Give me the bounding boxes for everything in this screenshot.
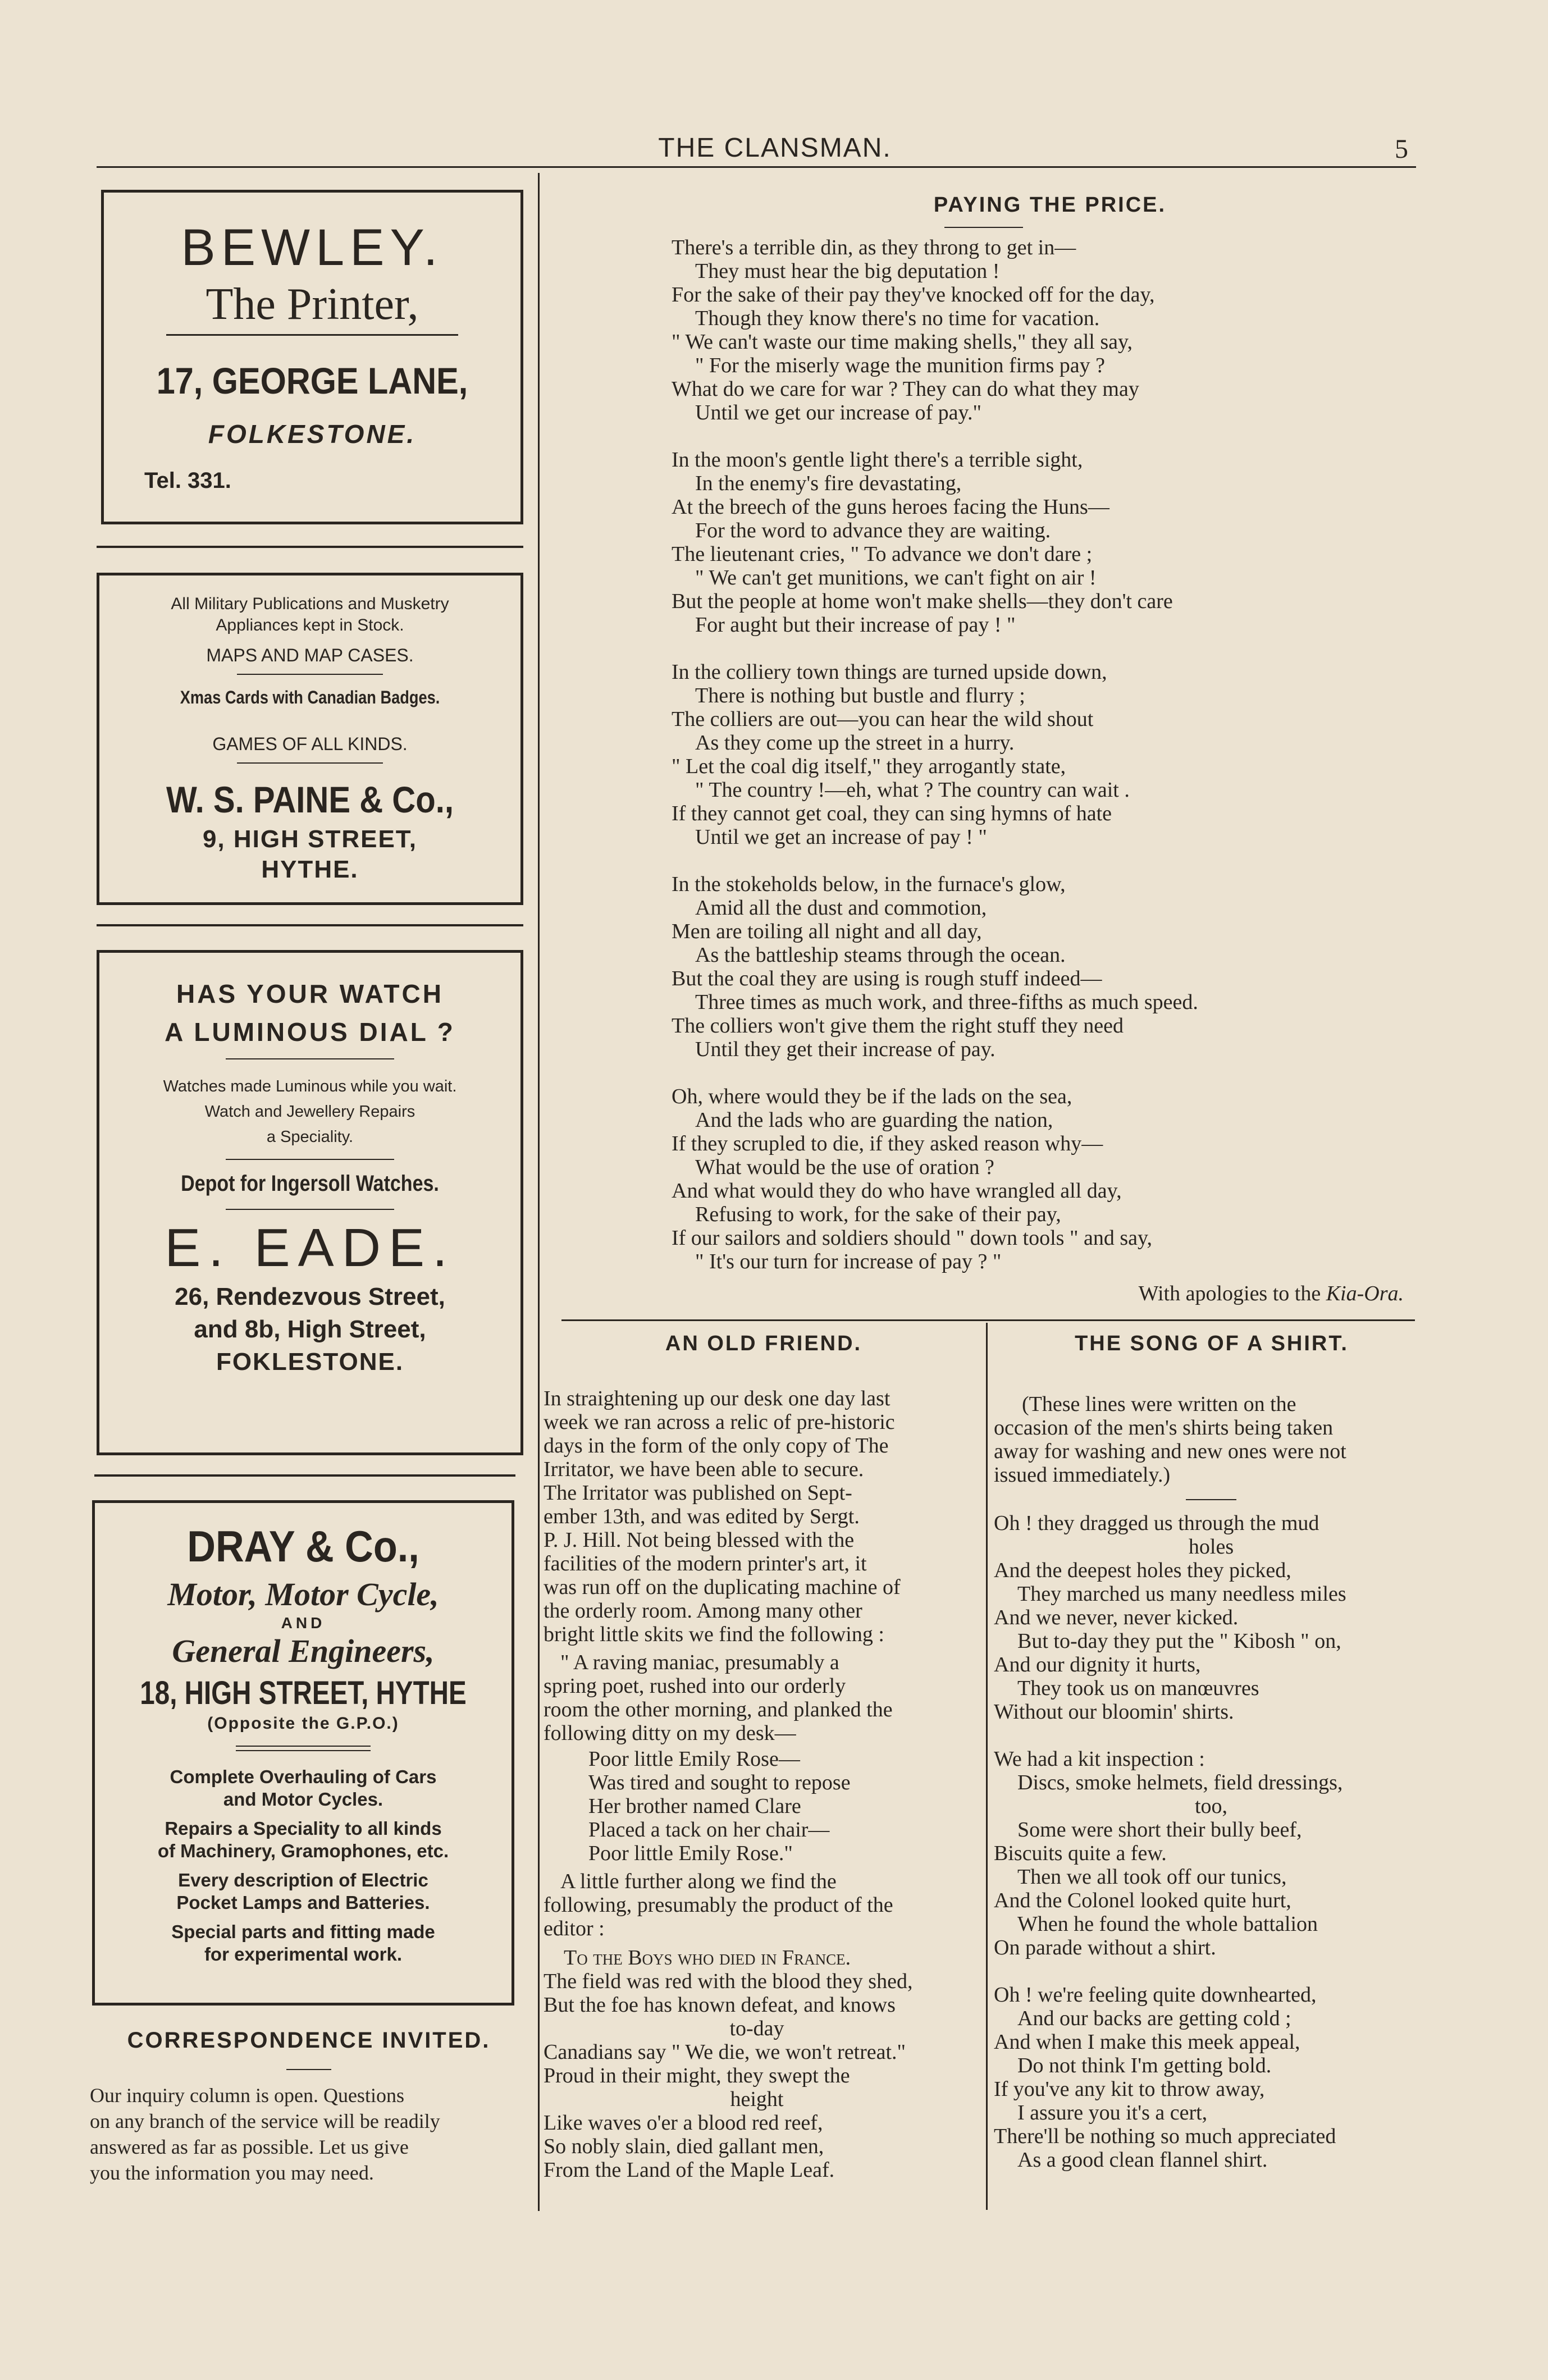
poem-line: Then we all took off our tunics, — [1017, 1865, 1287, 1889]
poem-line: " We can't waste our time making shells," they all say, — [672, 330, 1133, 354]
dray-service-1a: Complete Overhauling of Cars — [170, 1766, 437, 1787]
dray-double-rule-2 — [236, 1750, 371, 1751]
ditty — [544, 1747, 970, 1865]
poem-line: " It's our turn for increase of pay ? " — [695, 1250, 1002, 1273]
dray-service-1b: and Motor Cycles. — [223, 1789, 383, 1810]
dray-opposite: (Opposite the G.P.O.) — [207, 1714, 399, 1733]
correspondence-line: Our inquiry column is open. Questions — [90, 2084, 404, 2107]
correspondence-line: on any branch of the service will be readily — [90, 2110, 440, 2132]
article-line: spring poet, rushed into our orderly — [544, 1674, 846, 1698]
poem-line: The lieutenant cries, " To advance we don't dare ; — [672, 542, 1093, 566]
paying-stanza — [672, 872, 1503, 1061]
poem-line: Like waves o'er a blood red reef, — [544, 2111, 823, 2135]
poem-line: And the Colonel looked quite hurt, — [994, 1889, 1291, 1912]
bewley-town: FOLKESTONE. — [208, 419, 417, 449]
dray-line3: General Engineers, — [172, 1633, 435, 1669]
paying-credit-title: Kia-Ora. — [1326, 1282, 1404, 1305]
intro-line: (These lines were written on the — [1022, 1392, 1296, 1416]
poem-line: And our backs are getting cold ; — [1017, 2007, 1291, 2030]
shirt-heading: THE SONG OF A SHIRT. — [1075, 1332, 1349, 1355]
ad-bewley — [101, 190, 523, 524]
poem-line: But to-day they put the " Kibosh " on, — [1017, 1629, 1341, 1653]
correspondence-rule — [286, 2069, 331, 2070]
paying-heading: PAYING THE PRICE. — [933, 193, 1167, 217]
poem-line: As a good clean flannel shirt. — [1017, 2148, 1268, 2172]
poem-line: There is nothing but bustle and flurry ; — [695, 684, 1025, 707]
poem-line: Though they know there's no time for vacation. — [695, 307, 1100, 330]
paying-credit-prefix: With apologies to the — [1138, 1282, 1326, 1305]
article-line: The Irritator was published on Sept- — [544, 1481, 852, 1505]
article-line: following, presumably the product of the — [544, 1893, 893, 1917]
poem-line: Refusing to work, for the sake of their pay, — [695, 1203, 1061, 1226]
poem-line: And the lads who are guarding the nation, — [695, 1108, 1053, 1132]
eade-question-2: A LUMINOUS DIAL ? — [165, 1017, 455, 1047]
paying-heading-rule — [944, 227, 1023, 228]
tribute-poem — [544, 1970, 970, 2182]
paine-line3: MAPS AND MAP CASES. — [206, 645, 414, 665]
poem-line: too, — [1194, 1794, 1228, 1818]
article-line: A little further along we find the — [560, 1870, 837, 1893]
article-line: week we ran across a relic of pre-historic — [544, 1410, 895, 1434]
poem-line: The field was red with the blood they shed, — [544, 1970, 913, 1993]
poem-subhead: To the Boys who died in France. — [564, 1946, 851, 1970]
shirt-intro — [994, 1392, 1428, 1487]
poem-line: But the coal they are using is rough stuff indeed— — [672, 967, 1102, 990]
paying-stanza — [672, 1085, 1503, 1273]
eade-name: E. EADE. — [165, 1218, 455, 1278]
eade-line1: Watches made Luminous while you wait. — [163, 1077, 457, 1095]
paine-line2: Appliances kept in Stock. — [216, 616, 404, 634]
poem-line: And our dignity it hurts, — [994, 1653, 1201, 1676]
poem-line: In the enemy's fire devastating, — [695, 472, 962, 495]
poem-line: They took us on manœuvres — [1017, 1676, 1259, 1700]
page-number: 5 — [1395, 134, 1408, 164]
article-line: the orderly room. Among many other — [544, 1599, 862, 1623]
ditty-line: Poor little Emily Rose." — [588, 1842, 793, 1865]
eade-address-2: and 8b, High Street, — [194, 1315, 426, 1343]
old-friend-body — [544, 1387, 970, 2182]
poem-line: Some were short their bully beef, — [1017, 1818, 1302, 1842]
poem-line: The colliers are out—you can hear the wild shout — [672, 707, 1094, 731]
poem-line: Oh ! we're feeling quite downhearted, — [994, 1983, 1317, 2007]
poem-line: And the deepest holes they picked, — [994, 1559, 1291, 1582]
poem-line: But the people at home won't make shells—they don't care — [672, 590, 1173, 613]
poem-line: I assure you it's a cert, — [1017, 2101, 1208, 2125]
poem-line: holes — [1188, 1535, 1234, 1559]
eade-rule-1 — [226, 1058, 394, 1059]
poem-line: Do not think I'm getting bold. — [1017, 2054, 1272, 2077]
section-rule — [561, 1319, 1415, 1321]
shirt-stanza — [994, 1511, 1428, 1724]
poem-line: Until they get their increase of pay. — [695, 1038, 996, 1061]
ad-paine — [97, 573, 523, 905]
article-line: room the other morning, and planked the — [544, 1698, 893, 1721]
article-paragraph — [544, 1651, 970, 1745]
dray-service-3b: Pocket Lamps and Batteries. — [176, 1892, 430, 1913]
ditty-line: Was tired and sought to repose — [588, 1771, 851, 1794]
poem-line: Until we get an increase of pay ! " — [695, 825, 987, 849]
shirt-body — [994, 1392, 1428, 2172]
shirt-stanza — [994, 1747, 1428, 1959]
paine-line5: GAMES OF ALL KINDS. — [212, 734, 408, 754]
poem-line: Biscuits quite a few. — [994, 1842, 1167, 1865]
intro-line: occasion of the men's shirts being taken — [994, 1416, 1334, 1440]
poem-line: On parade without a shirt. — [994, 1936, 1216, 1959]
dray-service-4b: for experimental work. — [204, 1944, 403, 1965]
poem-line: For the word to advance they are waiting. — [695, 519, 1051, 542]
paine-line4: Xmas Cards with Canadian Badges. — [180, 687, 440, 707]
eade-rule-3 — [226, 1209, 394, 1210]
bewley-name: BEWLEY. — [181, 219, 444, 276]
header-rule — [97, 166, 1416, 168]
correspondence-section — [90, 2028, 528, 2186]
poem-line: They marched us many needless miles — [1017, 1582, 1346, 1606]
paying-stanza — [672, 236, 1503, 424]
running-head — [0, 133, 1548, 166]
poem-line: And what would they do who have wrangled all day, — [672, 1179, 1122, 1203]
article-line: Irritator, we have been able to secure. — [544, 1458, 864, 1481]
article-paragraph — [544, 1870, 970, 1940]
dray-double-rule — [236, 1746, 371, 1747]
bewley-address: 17, GEORGE LANE, — [156, 360, 468, 401]
dray-line1: Motor, Motor Cycle, — [167, 1576, 439, 1612]
poem-line: to-day — [729, 2017, 784, 2040]
article-line: was run off on the duplicating machine of — [544, 1575, 901, 1599]
article-line: editor : — [544, 1917, 605, 1940]
poem-line: There's a terrible din, as they throng to get in— — [672, 236, 1076, 259]
article-line: ember 13th, and was edited by Sergt. — [544, 1505, 860, 1528]
article-line: " A raving maniac, presumably a — [560, 1651, 839, 1674]
poem-line: So nobly slain, died gallant men, — [544, 2135, 824, 2158]
poem-line: Canadians say " We die, we won't retreat." — [544, 2040, 906, 2064]
correspondence-line: answered as far as possible. Let us give — [90, 2136, 409, 2158]
poem-line: What do we care for war ? They can do what they may — [672, 377, 1139, 401]
poem-line: Three times as much work, and three-fifths as much speed. — [695, 990, 1198, 1014]
eade-line2: Watch and Jewellery Repairs — [204, 1103, 415, 1121]
ad-separator — [94, 1474, 515, 1477]
dray-line2: AND — [281, 1614, 326, 1632]
dray-service-3a: Every description of Electric — [178, 1870, 428, 1890]
poem-line: At the breech of the guns heroes facing the Huns— — [672, 495, 1109, 519]
paine-rule-1 — [237, 674, 383, 675]
poem-line: " We can't get munitions, we can't fight on air ! — [695, 566, 1097, 590]
paying-stanza — [672, 660, 1503, 849]
eade-address-3: FOKLESTONE. — [216, 1348, 404, 1376]
column-divider — [538, 173, 540, 2211]
poem-line: Until we get our increase of pay." — [695, 401, 982, 424]
eade-rule-2 — [226, 1159, 394, 1160]
poem-line: But the foe has known defeat, and knows — [544, 1993, 896, 2017]
paine-line1: All Military Publications and Musketry — [171, 595, 449, 613]
poem-line: In the moon's gentle light there's a terrible sight, — [672, 448, 1083, 472]
old-friend-heading: AN OLD FRIEND. — [665, 1332, 862, 1355]
bewley-tel: Tel. 331. — [144, 468, 231, 493]
lower-column-divider — [986, 1323, 988, 2210]
paying-poem — [672, 236, 1503, 1273]
paine-name: W. S. PAINE & Co., — [166, 779, 454, 820]
shirt-stanza — [994, 1983, 1428, 2172]
poem-line: If they scrupled to die, if they asked reason why— — [672, 1132, 1103, 1155]
poem-line: They must hear the big deputation ! — [695, 259, 1000, 283]
ad-eade — [97, 950, 523, 1455]
poem-line: For the sake of their pay they've knocked off for the day, — [672, 283, 1155, 307]
poem-line: In the stokeholds below, in the furnace's glow, — [672, 872, 1066, 896]
poem-line: In the colliery town things are turned upside down, — [672, 660, 1107, 684]
shirt-rule — [1186, 1499, 1236, 1500]
poem-line: For aught but their increase of pay ! " — [695, 613, 1016, 637]
correspondence-line: you the information you may need. — [90, 2162, 374, 2184]
poem-line: There'll be nothing so much appreciated — [994, 2125, 1336, 2148]
poem-line: If they cannot get coal, they can sing hymns of hate — [672, 802, 1112, 825]
paine-rule-2 — [237, 762, 383, 764]
correspondence-heading: CORRESPONDENCE INVITED. — [127, 2028, 491, 2053]
poem-line: Without our bloomin' shirts. — [994, 1700, 1234, 1724]
article-line: days in the form of the only copy of The — [544, 1434, 889, 1458]
eade-address-1: 26, Rendezvous Street, — [175, 1283, 445, 1310]
article-line: facilities of the modern printer's art, it — [544, 1552, 867, 1575]
poem-line: As they come up the street in a hurry. — [695, 731, 1015, 755]
article-line: following ditty on my desk— — [544, 1721, 796, 1745]
poem-line: The colliers won't give them the right stuff they need — [672, 1014, 1124, 1038]
ditty-line: Placed a tack on her chair— — [588, 1818, 830, 1842]
poem-line: What would be the use of oration ? — [695, 1155, 994, 1179]
ad-separator — [97, 924, 523, 926]
poem-line: And when I make this meek appeal, — [994, 2030, 1300, 2054]
dray-address: 18, HIGH STREET, HYTHE — [140, 1675, 467, 1711]
poem-line: Oh, where would they be if the lads on the sea, — [672, 1085, 1072, 1108]
poem-line: When he found the whole battalion — [1017, 1912, 1318, 1936]
ad-dray — [92, 1500, 514, 2006]
dray-service-2b: of Machinery, Gramophones, etc. — [157, 1840, 449, 1861]
poem-line: " For the miserly wage the munition firms pay ? — [695, 354, 1105, 377]
poem-line: We had a kit inspection : — [994, 1747, 1205, 1771]
poem-line: If you've any kit to throw away, — [994, 2077, 1265, 2101]
article-line: bright little skits we find the following : — [544, 1623, 884, 1646]
intro-line: away for washing and new ones were not — [994, 1440, 1346, 1463]
eade-depot: Depot for Ingersoll Watches. — [181, 1171, 439, 1196]
eade-line3: a Speciality. — [266, 1128, 354, 1146]
poem-line: And we never, never kicked. — [994, 1606, 1239, 1629]
article-line: In straightening up our desk one day last — [544, 1387, 891, 1410]
paying-credit — [1067, 1281, 1404, 1306]
ditty-line: Her brother named Clare — [588, 1794, 801, 1818]
correspondence-body — [90, 2082, 528, 2186]
paine-town: HYTHE. — [261, 856, 359, 883]
intro-line: issued immediately.) — [994, 1463, 1171, 1487]
poem-line: " The country !—eh, what ? The country can wait . — [695, 778, 1130, 802]
dray-name: DRAY & Co., — [187, 1522, 419, 1571]
poem-line: " Let the coal dig itself," they arrogantly state, — [672, 755, 1066, 778]
poem-line: Oh ! they dragged us through the mud — [994, 1511, 1319, 1535]
poem-line: Men are toiling all night and all day, — [672, 920, 982, 943]
dray-service-4a: Special parts and fitting made — [171, 1921, 435, 1942]
poem-line: Proud in their might, they swept the — [544, 2064, 850, 2087]
poem-line: height — [730, 2087, 784, 2111]
paying-stanza — [672, 448, 1503, 637]
dray-service-2a: Repairs a Speciality to all kinds — [165, 1818, 442, 1839]
eade-question-1: HAS YOUR WATCH — [176, 979, 444, 1008]
poem-line: From the Land of the Maple Leaf. — [544, 2158, 835, 2182]
paine-address: 9, HIGH STREET, — [202, 825, 418, 853]
article-line: P. J. Hill. Not being blessed with the — [544, 1528, 855, 1552]
ad-separator — [97, 546, 523, 548]
poem-line: If our sailors and soldiers should " down tools " and say, — [672, 1226, 1153, 1250]
dray-services — [95, 1766, 512, 1966]
newspaper-title: THE CLANSMAN. — [658, 133, 892, 163]
poem-line: As the battleship steams through the ocean. — [695, 943, 1066, 967]
bewley-rule — [166, 334, 458, 336]
poem-line: Amid all the dust and commotion, — [695, 896, 987, 920]
bewley-printer: The Printer, — [206, 280, 419, 329]
poem-line: Discs, smoke helmets, field dressings, — [1017, 1771, 1343, 1794]
ditty-line: Poor little Emily Rose— — [588, 1747, 800, 1771]
